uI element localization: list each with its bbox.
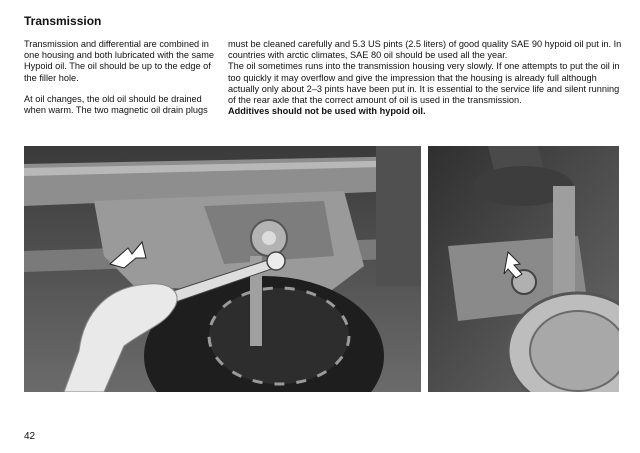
left-paragraph-2: At oil changes, the old oil should be drained when warm. The two magnetic oil drain plugs [24,93,208,116]
left-text-column [24,39,220,116]
page-number: 42 [24,431,36,442]
drain-plug-photo [24,146,421,392]
drain-plug-photo-illustration [24,146,421,392]
second-drain-plug-photo [428,146,619,392]
left-paragraph-1: Transmission and differential are combined in one housing and both lubricated with the same Hypoid oil. The oil should be up to the edge of the filler hole. [24,39,215,83]
right-text-column [228,39,624,117]
section-heading: Transmission [24,14,102,28]
right-paragraph-2: The oil sometimes runs into the transmission housing very slowly. If one attempts to put the oil in too quickly it may overflow and give the impression that the housing is already full although actually only about 2–3 pints have been put in. It is essential to the service life and silent running of the rear axle that the correct amount of oil is used in the transmission. [228,61,620,106]
additives-warning: Additives should not be used with hypoid oil. [228,106,426,117]
right-paragraph-1: must be cleaned carefully and 5.3 US pints (2.5 liters) of good quality SAE 90 hypoid oil put in. In countries with arctic climates, SAE 80 oil should be used all the year. [228,39,622,61]
second-drain-plug-photo-illustration [428,146,619,392]
